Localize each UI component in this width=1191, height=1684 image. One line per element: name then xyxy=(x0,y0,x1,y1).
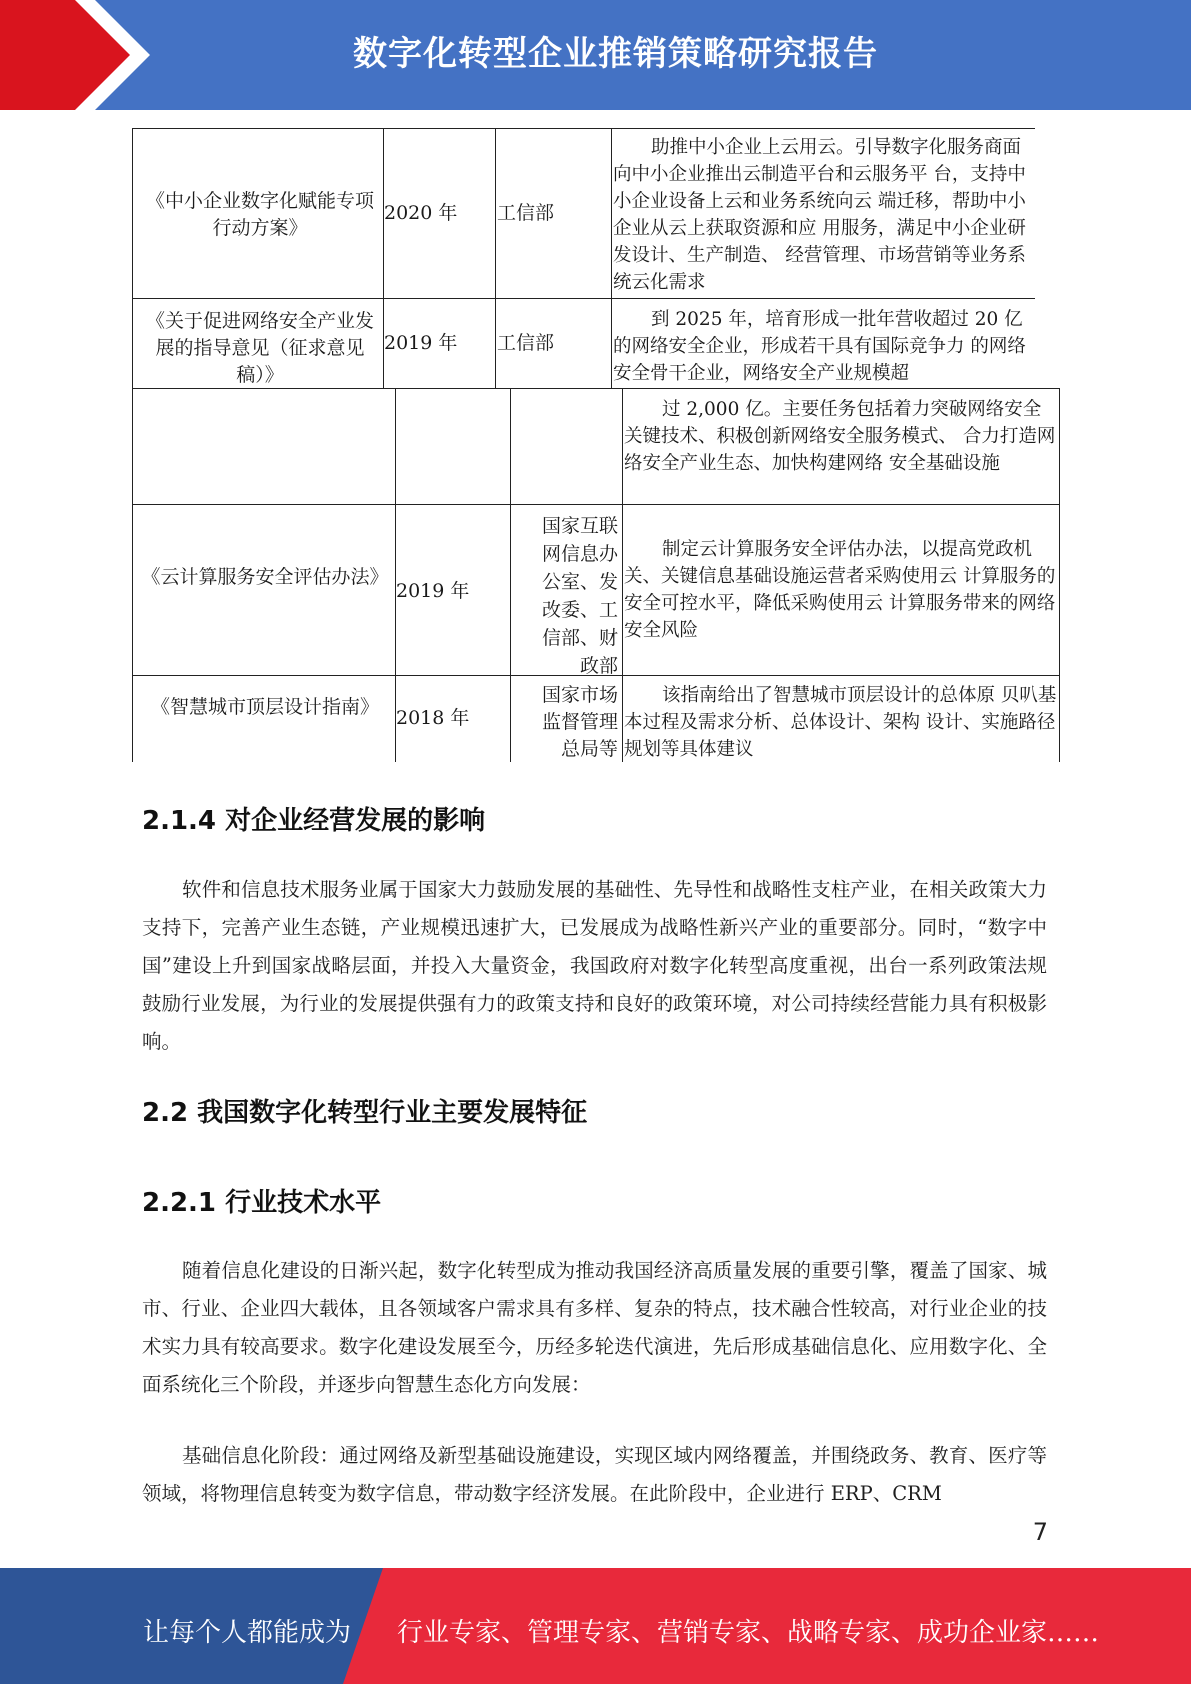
table-cell-dept: 工信部 xyxy=(497,202,555,224)
paragraph-2-1-4: 软件和信息技术服务业属于国家大力鼓励发展的基础性、先导性和战略性支柱产业，在相关政策大力支持下，完善产业生态链，产业规模迅速扩大，已发展成为战略性新兴产业的重要部分。同时，“数字中国”建设上升到国家战略层面，并投入大量资金，我国政府对数字化转型高度重视，出台一系列政策法规鼓励行业发展，为行业的发展提供强有力的政策支持和良好的政策环境，对公司持续经营能力具有积极影响。 xyxy=(142,878,1047,1053)
paragraph-2-2-1-stage1: 基础信息化阶段：通过网络及新型基础设施建设，实现区域内网络覆盖，并围绕政务、教育、医疗等领域，将物理信息转变为数字信息，带动数字经济发展。在此阶段中，企业进行 ERP、CRM xyxy=(142,1444,1047,1505)
table-cell-name: 《中小企业数字化赋能专项行动方案》 xyxy=(145,190,374,239)
report-title: 数字化转型企业推销策略研究报告 xyxy=(353,34,878,74)
table-cell-name: 《智慧城市顶层设计指南》 xyxy=(150,696,379,718)
page-number: 7 xyxy=(1032,1518,1048,1546)
paragraph-2-2-1-intro: 随着信息化建设的日渐兴起，数字化转型成为推动我国经济高质量发展的重要引擎，覆盖了国家、城市、行业、企业四大载体，且各领域客户需求具有多样、复杂的特点，技术融合性较高，对行业企业的技术实力具有较高要求。数字化建设发展至今，历经多轮迭代演进，先后形成基础信息化、应用数字化、全面系统化三个阶段，并逐步向智慧生态化方向发展： xyxy=(142,1259,1047,1396)
page-header xyxy=(0,0,1191,110)
table-cell-content: 到 2025 年，培育形成一批年营收超过 20 亿的网络安全企业，形成若干具有国际竞争力 的网络安全骨干企业，网络安全产业规模超 xyxy=(613,309,1026,384)
table-cell-dept: 工信部 xyxy=(497,332,555,354)
table-cell-name: 《云计算服务安全评估办法》 xyxy=(141,566,389,588)
section-heading-2-2-1: 2.2.1 行业技术水平 xyxy=(142,1188,382,1218)
table-cell-content: 该指南给出了智慧城市顶层设计的总体原 贝叭基本过程及需求分析、总体设计、架构 设计、实施路径规划等具体建议 xyxy=(624,685,1057,760)
table-cell-year: 2020 年 xyxy=(384,202,458,224)
table-cell-year: 2018 年 xyxy=(396,707,470,729)
table-cell-content: 制定云计算服务安全评估办法，以提高党政机关、关键信息基础设施运营者采购使用云 计算服务的安全可控水平，降低采购使用云 计算服务带来的网络安全风险 xyxy=(624,539,1056,641)
table-cell-year: 2019 年 xyxy=(396,580,470,602)
table-cell-dept: 国家市场 监督管理 总局等 xyxy=(541,684,618,760)
table-cell-year: 2019 年 xyxy=(384,332,458,354)
table-cell-content: 助推中小企业上云用云。引导数字化服务商面向中小企业推出云制造平台和云服务平 台，支持中小企业设备上云和业务系统向云 端迁移，帮助中小企业从云上获取资源和应 用服务，满足中小企业研发设计、生产制造、 经营管理、市场营销等业务系统云化需求 xyxy=(613,137,1026,293)
section-heading-2-2: 2.2 我国数字化转型行业主要发展特征 xyxy=(142,1098,588,1128)
table-cell-dept: 国家互联 网信息办 公室、发 改委、工 信部、财 政部 xyxy=(541,515,618,677)
section-heading-2-1-4: 2.1.4 对企业经营发展的影响 xyxy=(142,806,486,836)
footer-slogan-left: 让每个人都能成为 xyxy=(143,1618,352,1648)
page-footer xyxy=(0,1568,1191,1684)
table-cell-content: 过 2,000 亿。主要任务包括着力突破网络安全关键技术、积极创新网络安全服务模式、 合力打造网络安全产业生态、加快构建网络 安全基础设施 xyxy=(624,399,1056,474)
table-cell-name: 《关于促进网络安全产业发展的指导意见（征求意见稿）》 xyxy=(145,310,374,386)
footer-slogan-right: 行业专家、管理专家、营销专家、战略专家、成功企业家…… xyxy=(397,1618,1100,1648)
